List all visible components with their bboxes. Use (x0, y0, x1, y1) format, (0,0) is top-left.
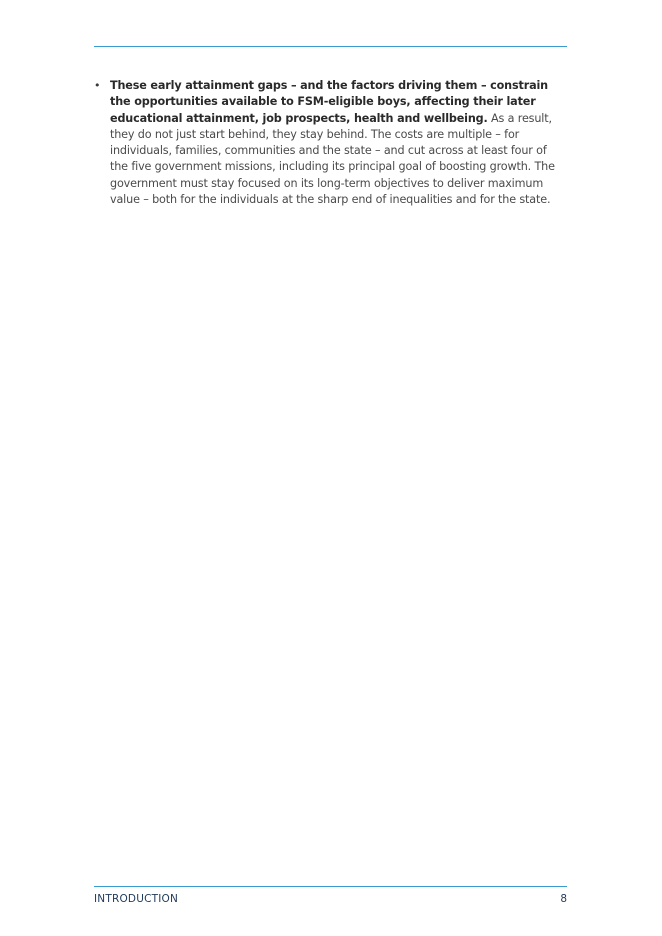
header-divider (94, 46, 567, 47)
footer-divider (94, 886, 567, 887)
bullet-bold-lead: These early attainment gaps – and the factors driving them – constrain the opportunities available to FSM-eligible boys, affecting their later educational attainment, job prospects, health and wellbeing. (110, 79, 548, 125)
bullet-marker: • (94, 79, 101, 92)
main-content (94, 78, 567, 208)
footer-page-number: 8 (560, 893, 567, 905)
footer-section-title: INTRODUCTION (94, 893, 179, 905)
bullet-list-item (94, 78, 567, 208)
bullet-body-text: As a result, they do not just start behind, they stay behind. The costs are multiple – for individuals, families, communities and the state – and cut across at least four of the five government missions, including its principal goal of boosting growth. The government must stay focused on its long-term objectives to deliver maximum value – both for the individuals at the sharp end of inequalities and for the state. (110, 111, 555, 207)
